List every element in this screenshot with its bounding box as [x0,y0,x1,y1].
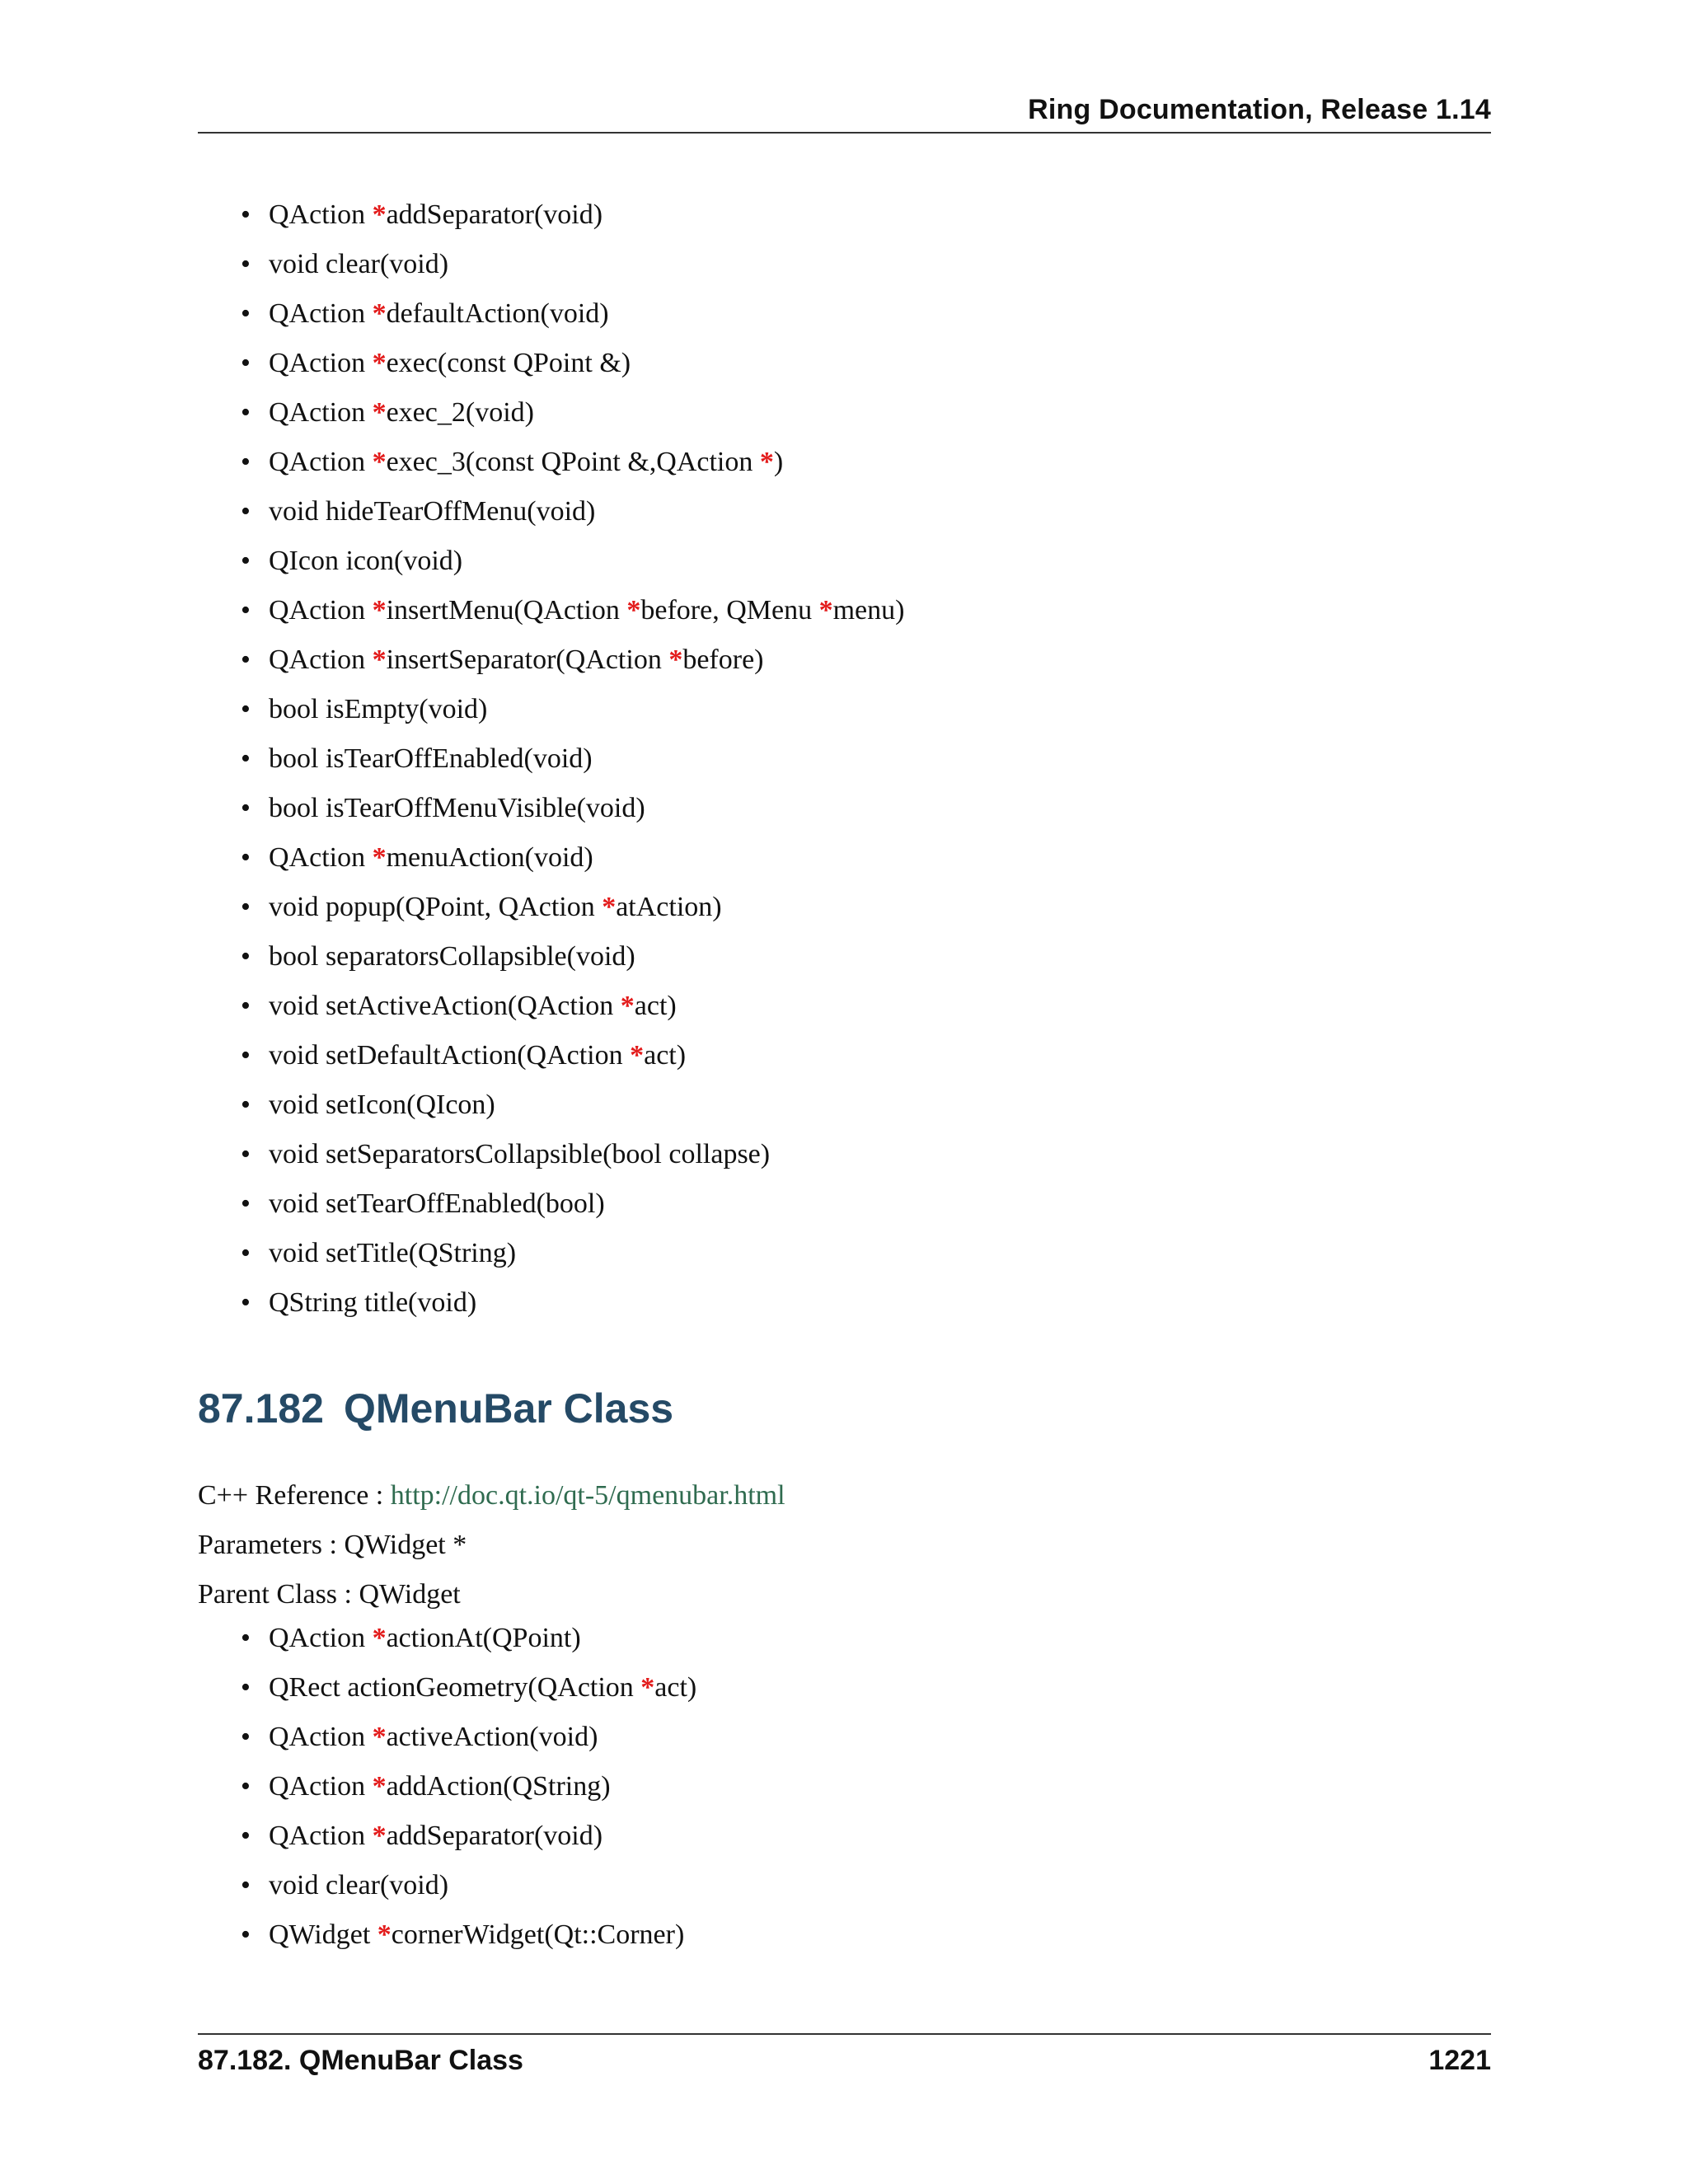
page-number: 1221 [1428,2045,1491,2076]
bullet-icon: • [241,1090,251,1120]
bullet-icon: • [241,793,251,823]
bullet-icon: • [241,249,251,279]
pointer-star: * [372,842,387,873]
method-item [198,297,1434,346]
method-text: QAction [269,298,373,329]
bullet-icon: • [241,298,251,329]
bullet-icon: • [241,496,251,527]
footer-section-label: 87.182. QMenuBar Class [198,2045,523,2076]
method-item [198,247,1434,297]
method-item [198,1187,1434,1236]
method-text: void popup(QPoint, QAction [269,892,603,922]
method-text: void setSeparatorsCollapsible(bool collapse) [269,1139,771,1169]
pointer-star: * [626,595,641,626]
bullet-icon: • [241,743,251,774]
pointer-star: * [668,644,683,675]
bullet-icon: • [241,1672,251,1703]
method-text: menuAction(void) [386,842,593,873]
method-item [198,1286,1434,1335]
method-item [198,692,1434,742]
method-text: cornerWidget(Qt::Corner) [391,1919,685,1950]
method-item [198,494,1434,544]
pointer-star: * [818,595,833,626]
method-item [198,1819,1434,1868]
method-text: insertMenu(QAction [386,595,627,626]
bullet-icon: • [241,1919,251,1950]
method-text: exec(const QPoint &) [386,348,631,378]
parameters-line: Parameters : QWidget * [198,1530,467,1560]
method-text: before) [682,644,764,675]
bullet-icon: • [241,991,251,1021]
bullet-icon: • [241,644,251,675]
method-item [198,346,1434,396]
cpp-reference-label: C++ Reference : [198,1480,391,1511]
pointer-star: * [640,1672,655,1703]
method-item [198,593,1434,643]
method-text: QIcon icon(void) [269,546,463,576]
method-item [198,989,1434,1038]
method-text: act) [654,1672,697,1703]
method-item [198,890,1434,940]
method-item [198,1868,1434,1918]
section-title: QMenuBar Class [343,1385,674,1432]
pointer-star: * [372,397,387,428]
bullet-icon: • [241,694,251,724]
bullet-icon: • [241,595,251,626]
method-text: QAction [269,397,373,428]
method-text: QAction [269,1722,373,1752]
bullet-icon: • [241,546,251,576]
pointer-star: * [377,1919,392,1950]
method-text: QAction [269,595,373,626]
method-text: QWidget [269,1919,377,1950]
method-text: ) [773,447,784,477]
pointer-star: * [372,1821,387,1851]
method-item [198,643,1434,692]
method-text: actionAt(QPoint) [386,1623,581,1653]
method-item [198,544,1434,593]
bullet-icon: • [241,1238,251,1268]
pointer-star: * [372,298,387,329]
method-text: void hideTearOffMenu(void) [269,496,596,527]
method-text: atAction) [616,892,722,922]
header-title: Ring Documentation, Release 1.14 [1028,94,1491,125]
method-text: QString title(void) [269,1287,477,1318]
method-text: act) [634,991,677,1021]
qmenu-method-list [198,198,1434,1335]
pointer-star: * [372,447,387,477]
method-text: activeAction(void) [386,1722,598,1752]
method-text: void setDefaultAction(QAction [269,1040,631,1071]
method-text: addSeparator(void) [386,199,603,230]
method-item [198,1137,1434,1187]
method-item [198,1236,1434,1286]
method-item [198,1918,1434,1967]
method-text: insertSeparator(QAction [386,644,669,675]
method-text: void setTitle(QString) [269,1238,517,1268]
pointer-star: * [372,595,387,626]
bullet-icon: • [241,1771,251,1802]
method-text: bool isTearOffMenuVisible(void) [269,793,645,823]
bullet-icon: • [241,348,251,378]
method-text: QAction [269,1821,373,1851]
bullet-icon: • [241,1821,251,1851]
pointer-star: * [630,1040,645,1071]
method-item [198,742,1434,791]
method-text: bool separatorsCollapsible(void) [269,941,635,972]
qmenubar-method-list [198,1621,1434,1967]
bullet-icon: • [241,892,251,922]
method-item [198,198,1434,247]
bullet-icon: • [241,199,251,230]
cpp-reference [198,1479,785,1513]
method-item [198,1088,1434,1137]
method-text: QAction [269,644,373,675]
method-text: QAction [269,348,373,378]
bullet-icon: • [241,1623,251,1653]
method-item [198,1038,1434,1088]
method-text: QAction [269,1771,373,1802]
method-item [198,1621,1434,1671]
method-text: QAction [269,842,373,873]
method-text: defaultAction(void) [386,298,609,329]
document-page [198,0,1491,2184]
method-text: QAction [269,199,373,230]
pointer-star: * [372,1722,387,1752]
bullet-icon: • [241,1188,251,1219]
pointer-star: * [372,644,387,675]
page-footer [198,2033,1491,2076]
section-number: 87.182 [198,1385,324,1432]
method-item [198,1671,1434,1720]
method-item [198,841,1434,890]
bullet-icon: • [241,1040,251,1071]
method-text: void clear(void) [269,1870,449,1900]
pointer-star: * [372,1623,387,1653]
cpp-reference-link[interactable]: http://doc.qt.io/qt-5/qmenubar.html [390,1480,785,1511]
method-text: void setIcon(QIcon) [269,1090,495,1120]
bullet-icon: • [241,447,251,477]
bullet-icon: • [241,1139,251,1169]
method-item [198,1769,1434,1819]
page-header [198,89,1491,134]
method-item [198,445,1434,494]
method-text: bool isEmpty(void) [269,694,488,724]
method-text: bool isTearOffEnabled(void) [269,743,593,774]
method-text: void clear(void) [269,249,449,279]
pointer-star: * [759,447,774,477]
method-item [198,791,1434,841]
method-text: act) [644,1040,687,1071]
method-text: addSeparator(void) [386,1821,603,1851]
method-item [198,1720,1434,1769]
bullet-icon: • [241,1722,251,1752]
pointer-star: * [372,1771,387,1802]
method-text: before, QMenu [640,595,819,626]
method-item [198,940,1434,989]
method-text: addAction(QString) [386,1771,611,1802]
method-text: void setTearOffEnabled(bool) [269,1188,605,1219]
method-text: exec_3(const QPoint &,QAction [386,447,760,477]
bullet-icon: • [241,842,251,873]
parent-class-line: Parent Class : QWidget [198,1579,461,1610]
method-item [198,396,1434,445]
bullet-icon: • [241,1870,251,1900]
bullet-icon: • [241,397,251,428]
pointer-star: * [620,991,635,1021]
method-text: void setActiveAction(QAction [269,991,621,1021]
pointer-star: * [372,199,387,230]
method-text: menu) [832,595,905,626]
method-text: QAction [269,1623,373,1653]
method-text: QAction [269,447,373,477]
bullet-icon: • [241,1287,251,1318]
method-text: QRect actionGeometry(QAction [269,1672,641,1703]
method-text: exec_2(void) [386,397,534,428]
section-heading [198,1385,673,1432]
bullet-icon: • [241,941,251,972]
pointer-star: * [372,348,387,378]
pointer-star: * [602,892,617,922]
